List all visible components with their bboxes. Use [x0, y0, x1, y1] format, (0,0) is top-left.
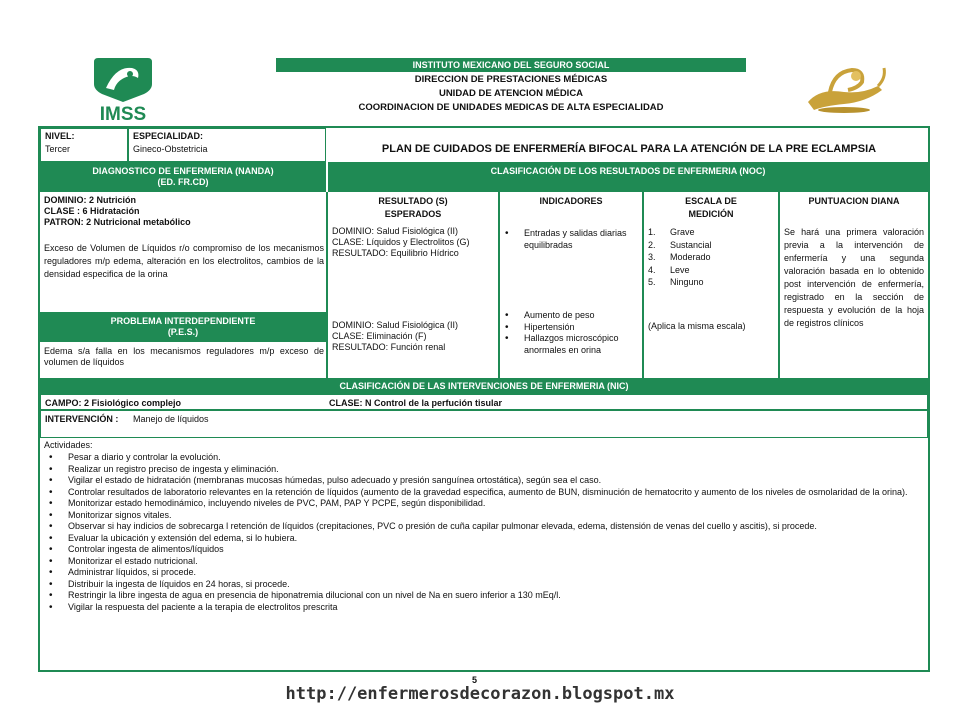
- escala-item-number: 2.: [648, 239, 656, 250]
- resultado-1: [332, 226, 496, 259]
- imss-logo: [86, 54, 160, 124]
- escala-nota: (Aplica la misma escala): [648, 321, 746, 331]
- resultado-2-clase: CLASE: Eliminación (F): [332, 331, 427, 341]
- actividad-item: • Pesar a diario y controlar la evolución.: [44, 452, 924, 464]
- especialidad-cell: [128, 128, 326, 162]
- nic-clase: CLASE: N Control de la perfución tisular: [329, 398, 503, 408]
- actividad-item: • Observar si hay indicios de sobrecarga l retención de líquidos (crepitaciones, PVC o presión de cuña capilar pulmonar elevada, edema, distensión de venas del cuello y ascitis), si procede.: [44, 521, 924, 533]
- header-line-1: DIRECCION DE PRESTACIONES MÉDICAS: [414, 74, 608, 85]
- escala-header-line-1: ESCALA DE: [685, 196, 737, 206]
- escala-header: [644, 195, 778, 221]
- indicador-item: • Hallazgos microscópico anormales en orina: [500, 333, 640, 356]
- indicador-item: • Entradas y salidas diarias equilibradas: [500, 228, 640, 251]
- escala-item: [648, 276, 776, 289]
- escala-item-text: Leve: [670, 264, 690, 275]
- actividad-item: • Monitorizar el estado nutricional.: [44, 556, 924, 568]
- escala-item-text: Sustancial: [670, 239, 712, 250]
- puntuacion-header: PUNTUACION DIANA: [808, 196, 900, 206]
- actividad-item: • Monitorizar signos vitales.: [44, 510, 924, 522]
- escala-item: [648, 264, 776, 277]
- actividad-item: • Controlar resultados de laboratorio relevantes en la retención de líquidos (aumento de la gravedad especifica, aumento de BUN, disminución de hematocrito y aumento de los niveles de osmolaridad de la orina).: [44, 487, 924, 499]
- resultado-2: [332, 320, 496, 353]
- escala-item: [648, 239, 776, 252]
- escala-item-text: Grave: [670, 227, 695, 237]
- nic-campo: CAMPO: 2 Fisiológico complejo: [45, 398, 182, 408]
- escala-header-line-2: MEDICIÓN: [688, 209, 734, 219]
- nanda-dominio: DOMINIO: 2 Nutrición: [44, 195, 136, 205]
- actividad-item: • Administrar líquidos, si procede.: [44, 567, 924, 579]
- intervencion-label: INTERVENCIÓN :: [45, 414, 119, 424]
- nic-header: CLASIFICACIÓN DE LAS INTERVENCIONES DE ENFERMERIA (NIC): [40, 378, 928, 394]
- nanda-header-line-2: (ED. FR.CD): [157, 177, 209, 187]
- nanda-clase: CLASE : 6 Hidratación: [44, 206, 140, 216]
- institution-banner: INSTITUTO MEXICANO DEL SEGURO SOCIAL: [276, 58, 746, 72]
- nursing-lamp-logo: [800, 58, 892, 116]
- nivel-cell: [40, 128, 128, 162]
- indicadores-list-1: [500, 228, 640, 251]
- actividad-item: • Monitorizar estado hemodinámico, incluyendo niveles de PVC, PAM, PAP Y PCPE, según disponibilidad.: [44, 498, 924, 510]
- resultado-1-resultado: RESULTADO: Equilibrio Hídrico: [332, 248, 459, 258]
- actividades-label: Actividades:: [44, 440, 93, 450]
- actividad-item: • Evaluar la ubicación y extensión del edema, si lo hubiera.: [44, 533, 924, 545]
- nanda-block: [44, 194, 324, 281]
- indicador-item: • Aumento de peso: [500, 310, 640, 322]
- problema-header-line-1: PROBLEMA INTERDEPENDIENTE: [110, 316, 256, 326]
- escala-item-text: Ninguno: [670, 277, 704, 287]
- intervencion-row: [40, 410, 928, 438]
- escala-item: [648, 251, 776, 264]
- resultado-2-dominio: DOMINIO: Salud Fisiológica (II): [332, 320, 459, 330]
- escala-item-number: 3.: [648, 252, 656, 262]
- problema-text: Edema s/a falla en los mecanismos reguladores m/p exceso de volumen de líquidos: [44, 346, 324, 367]
- especialidad-label: ESPECIALIDAD:: [133, 131, 204, 141]
- indicadores-list-2: [500, 310, 640, 356]
- problema-header: [40, 312, 326, 342]
- nanda-diagnostico: Exceso de Volumen de Líquidos r/o compromiso de los mecanismos reguladores m/p edema, alteración en los electrolitos, cambios de la densidad especifica de la orina: [44, 243, 324, 279]
- resultado-header-line-1: RESULTADO (S): [378, 196, 448, 206]
- resultado-header: [328, 195, 498, 221]
- page-number: 5: [472, 675, 478, 685]
- plan-title: PLAN DE CUIDADOS DE ENFERMERÍA BIFOCAL PARA LA ATENCIÓN DE LA PRE ECLAMPSIA: [381, 143, 877, 155]
- actividad-item: • Controlar ingesta de alimentos/líquidos: [44, 544, 924, 556]
- resultado-header-line-2: ESPERADOS: [384, 209, 442, 219]
- actividad-item: • Vigilar el estado de hidratación (membranas mucosas húmedas, pulso adecuado y presión sanguínea ortostática), según sea el caso.: [44, 475, 924, 487]
- nivel-label: NIVEL:: [45, 131, 75, 141]
- nivel-value: Tercer: [45, 144, 71, 154]
- escala-item-text: Moderado: [670, 252, 711, 262]
- nanda-patron: PATRON: 2 Nutricional metabólico: [44, 217, 191, 227]
- actividades-list: [44, 452, 924, 613]
- header-line-3: COORDINACION DE UNIDADES MEDICAS DE ALTA ESPECIALIDAD: [358, 102, 664, 113]
- nanda-header: [40, 162, 326, 192]
- escala-list: [648, 226, 776, 289]
- indicador-item: • Hipertensión: [500, 322, 640, 334]
- resultado-1-clase: CLASE: Líquidos y Electrolitos (G): [332, 237, 470, 247]
- especialidad-value: Gineco-Obstetricia: [133, 144, 208, 154]
- noc-header: CLASIFICACIÓN DE LOS RESULTADOS DE ENFERMERIA (NOC): [328, 162, 928, 192]
- resultado-2-resultado: RESULTADO: Función renal: [332, 342, 446, 352]
- actividad-item: • Distribuir la ingesta de líquidos en 24 horas, si procede.: [44, 579, 924, 591]
- care-plan-table: [38, 126, 930, 672]
- puntuacion-text: Se hará una primera valoración previa a la intervención de enfermería y una segunda valoración basada en lo obtenido post intervención de enfermería, registrado en la sección de respuesta y evolución de la hoja de registros clínicos: [784, 227, 924, 328]
- problema-header-line-2: (P.E.S.): [167, 327, 199, 337]
- footer-url[interactable]: http://enfermerosdecorazon.blogspot.mx: [285, 684, 675, 704]
- indicadores-header: INDICADORES: [539, 196, 603, 206]
- actividades-block: [44, 440, 924, 613]
- escala-item-number: 1.: [648, 227, 656, 237]
- actividad-item: • Realizar un registro preciso de ingesta y eliminación.: [44, 464, 924, 476]
- escala-item-number: 5.: [648, 277, 656, 287]
- actividad-item: • Vigilar la respuesta del paciente a la terapia de electrolitos prescrita: [44, 602, 924, 614]
- resultado-1-dominio: DOMINIO: Salud Fisiológica (II): [332, 226, 459, 236]
- actividad-item: • Restringir la libre ingesta de agua en presencia de hiponatremia dilucional con un nivel de Na en suero inferior a 130 mEq/l.: [44, 590, 924, 602]
- divider: [778, 192, 780, 378]
- imss-logo-text: IMSS: [99, 104, 147, 124]
- escala-item: [648, 226, 776, 239]
- header-line-2: UNIDAD DE ATENCION MÉDICA: [438, 88, 584, 99]
- intervencion-value: Manejo de líquidos: [133, 414, 209, 424]
- nanda-header-line-1: DIAGNOSTICO DE ENFERMERIA (NANDA): [92, 166, 274, 176]
- escala-item-number: 4.: [648, 264, 656, 275]
- campo-row: [40, 394, 928, 410]
